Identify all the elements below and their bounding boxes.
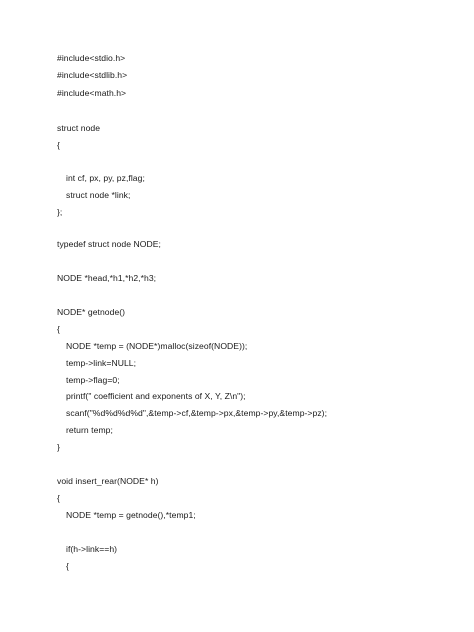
code-line-include-stdlib: #include<stdlib.h> <box>57 70 128 80</box>
code-line-struct-node: struct node <box>57 123 101 133</box>
code-line-getnode-link-null: temp->link=NULL; <box>66 358 137 368</box>
code-line-insert-rear-open-brace: { <box>57 493 60 503</box>
code-line-insert-rear-signature: void insert_rear(NODE* h) <box>57 476 159 486</box>
code-line-struct-close: }; <box>57 207 63 217</box>
code-line-typedef: typedef struct node NODE; <box>57 239 161 249</box>
code-line-getnode-flag: temp->flag=0; <box>66 375 120 385</box>
code-line-getnode-signature: NODE* getnode() <box>57 307 126 317</box>
code-line-include-math: #include<math.h> <box>57 88 127 98</box>
code-line-insert-rear-if: if(h->link==h) <box>66 544 118 554</box>
code-line-struct-link: struct node *link; <box>66 190 131 200</box>
code-line-getnode-malloc: NODE *temp = (NODE*)malloc(sizeof(NODE)); <box>66 341 248 351</box>
code-line-getnode-scanf: scanf("%d%d%d%d",&temp->cf,&temp->px,&temp->py,&temp->pz); <box>66 408 328 418</box>
code-line-insert-rear-decl: NODE *temp = getnode(),*temp1; <box>66 510 196 520</box>
code-line-struct-fields: int cf, px, py, pz,flag; <box>66 173 145 183</box>
code-line-include-stdio: #include<stdio.h> <box>57 53 126 63</box>
code-line-globals: NODE *head,*h1,*h2,*h3; <box>57 273 157 283</box>
code-line-getnode-close-brace: } <box>57 442 60 452</box>
code-line-struct-open-brace: { <box>57 140 60 150</box>
code-line-getnode-open-brace: { <box>57 324 60 334</box>
code-line-insert-rear-if-open-brace: { <box>66 561 69 571</box>
code-line-getnode-return: return temp; <box>66 425 113 435</box>
code-line-getnode-printf: printf(" coefficient and exponents of X, Y, Z\n"); <box>66 391 246 401</box>
